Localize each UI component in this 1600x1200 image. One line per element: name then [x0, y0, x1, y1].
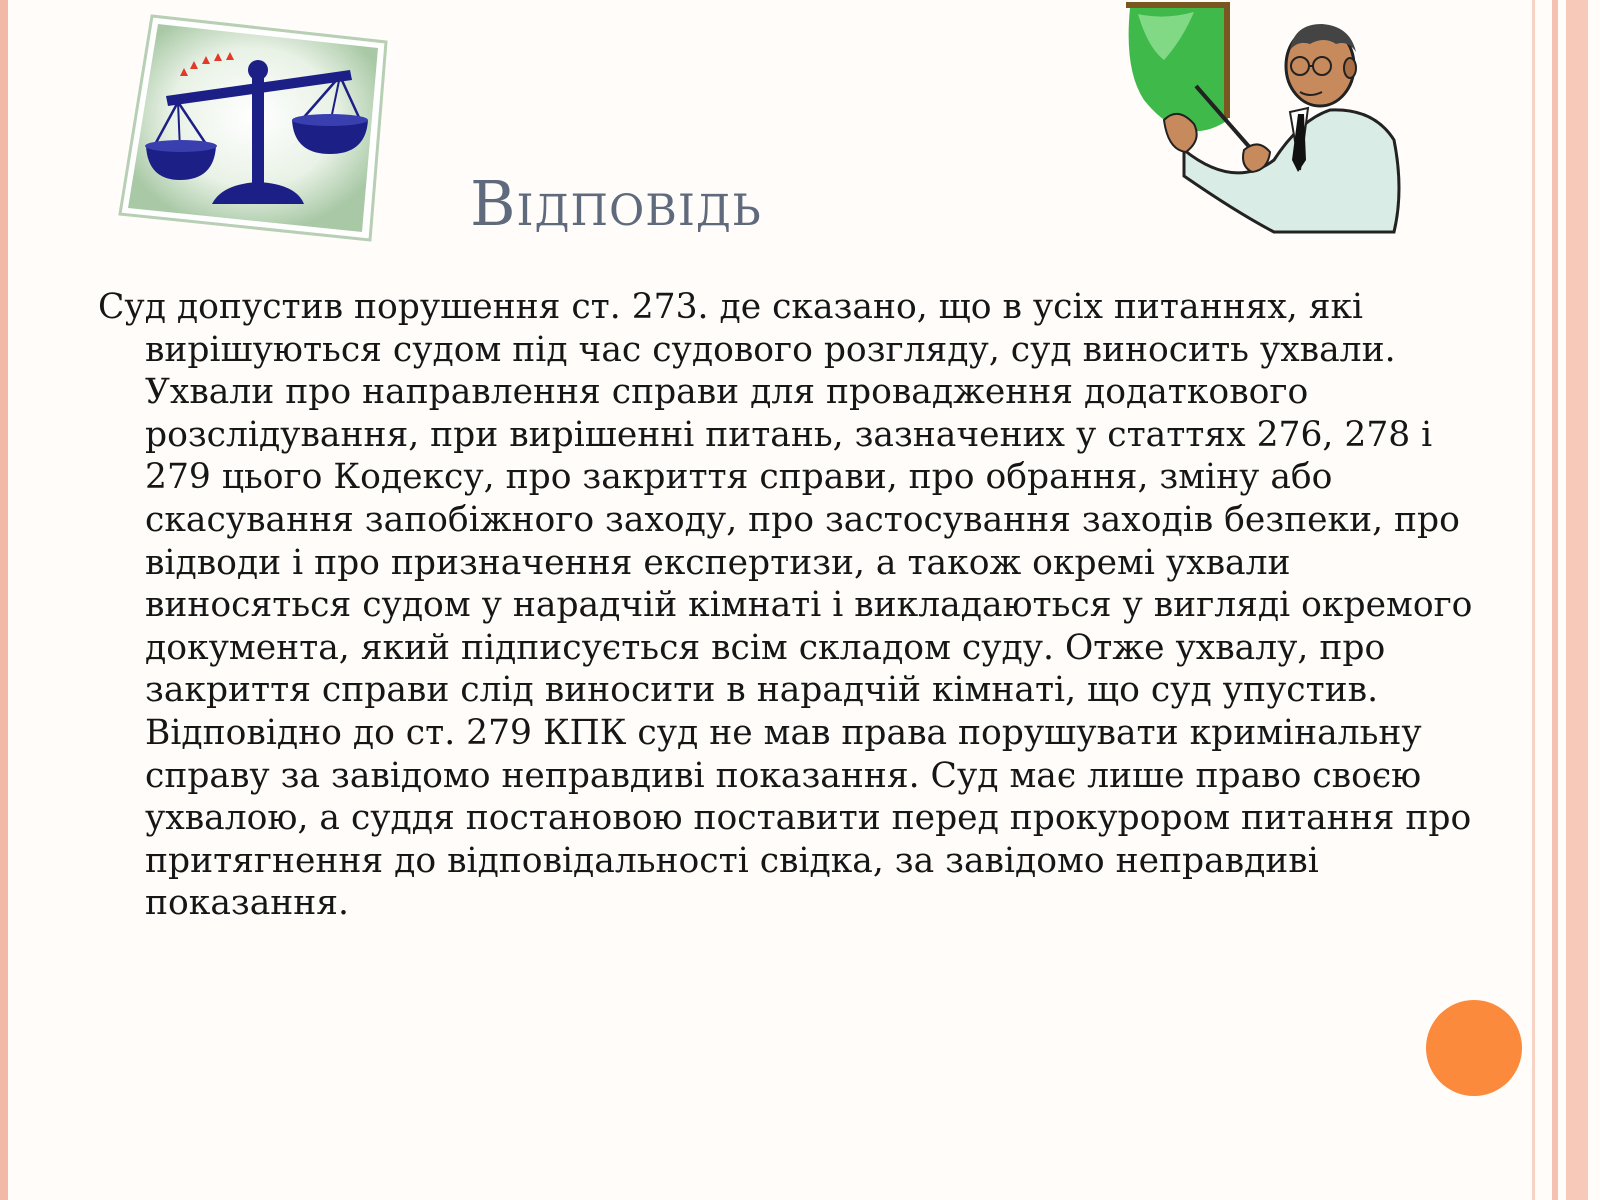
slide-border-right-inner — [1532, 0, 1535, 1200]
orange-circle-decoration — [1426, 1000, 1522, 1096]
slide-body-text: Суд допустив порушення ст. 273. де сказано, що в усіх питаннях, які вирішуються судом під час судового розгляду, суд виносить ухвали. Ухвали про направлення справи для провадження додаткового розслідування, при вирішенні питань, зазначених у статтях 276, 278 і 279 цього Кодексу, про закриття справи, про обрання, зміну або скасування запобіжного заходу, про застосування заходів безпеки, про відводи і про призначення експертизи, а також окремі ухвали виносяться судом у нарадчій кімнаті і викладаються у вигляді окремого документа, який підписується всім складом суду. Отже ухвалу, про закриття справи слід виносити в нарадчій кімнаті, що суд упустив. Відповідно до ст. 279 КПК суд не мав права порушувати кримінальну справу за завідомо неправдиві показання. Суд має лише право своєю ухвалою, а суддя постановою поставити перед прокурором питання про притягнення до відповідальності свідка, за завідомо неправдиві показання. — [98, 287, 1473, 924]
slide-title: Відповідь — [470, 167, 762, 240]
slide-border-right-outer — [1552, 0, 1558, 1200]
slide-border-right — [1566, 0, 1588, 1200]
teacher-with-pointer-icon — [1124, 0, 1414, 240]
scales-of-justice-icon — [118, 14, 390, 244]
slide-border-left — [0, 0, 8, 1200]
